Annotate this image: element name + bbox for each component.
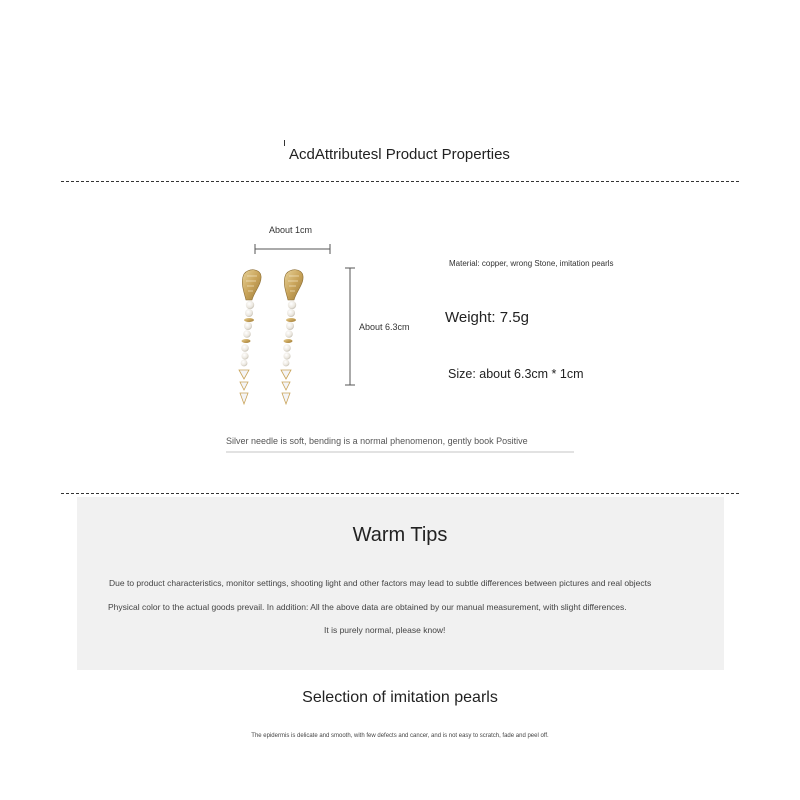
material-spec: Material: copper, wrong Stone, imitation pearls: [449, 259, 614, 268]
width-dimension-line: [250, 240, 335, 260]
earrings-product-image: [228, 266, 318, 414]
weight-spec: Weight: 7.5g: [445, 309, 529, 326]
care-note: Silver needle is soft, bending is a normal phenomenon, gently book Positive: [226, 436, 528, 446]
selection-title: Selection of imitation pearls: [302, 689, 498, 706]
note-underline: [226, 451, 574, 453]
warm-tips-line-1: Due to product characteristics, monitor settings, shooting light and other factors may lead to subtle differences between pictures and real objects: [109, 578, 652, 588]
divider-middle: [61, 493, 739, 494]
divider-top: [61, 181, 739, 182]
earring-right: [281, 270, 303, 404]
page-title: AcdAttributesl Product Properties: [289, 146, 510, 163]
warm-tips-line-2: Physical color to the actual goods prevail. In addition: All the above data are obtained by our manual measurement, with slight differences.: [108, 602, 627, 612]
size-spec: Size: about 6.3cm * 1cm: [448, 367, 584, 381]
width-label: About 1cm: [269, 225, 313, 235]
warm-tips-line-3: It is purely normal, please know!: [324, 625, 446, 635]
earring-left: [239, 270, 261, 404]
height-dimension-line: [340, 263, 360, 391]
title-marker: [284, 140, 285, 146]
height-label: About 6.3cm: [359, 322, 410, 332]
selection-description: The epidermis is delicate and smooth, with few defects and cancer, and is not easy to scratch, fade and peel off.: [251, 733, 549, 739]
warm-tips-title: Warm Tips: [352, 524, 448, 546]
